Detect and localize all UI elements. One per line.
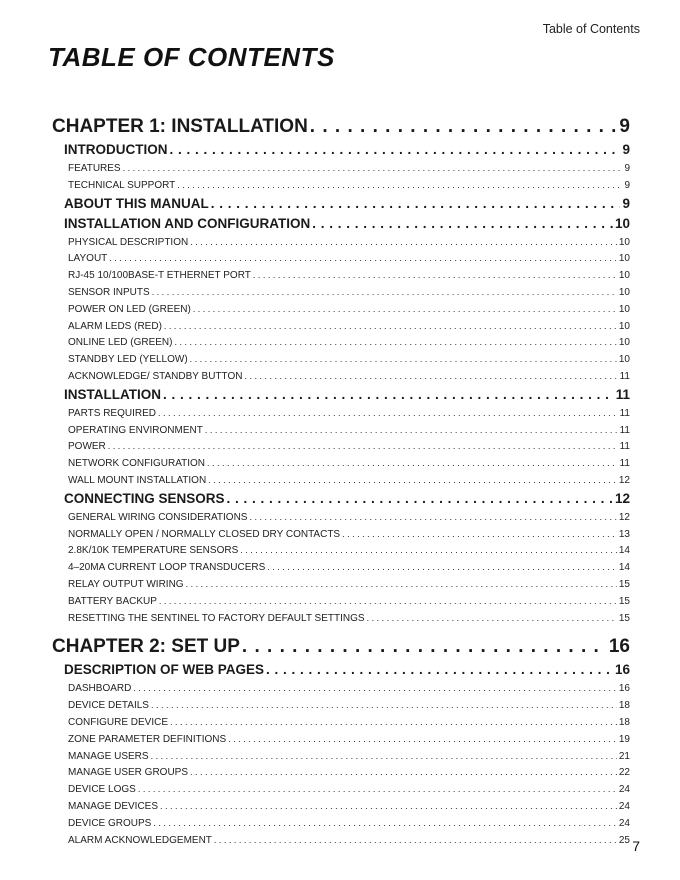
toc-entry[interactable] — [52, 385, 630, 405]
toc-dot-leader — [108, 438, 618, 455]
toc-dot-leader — [160, 798, 617, 815]
toc-entry-title: LAYOUT — [68, 253, 108, 265]
toc-entry-page: 12 — [614, 490, 630, 506]
toc-entry-title: ABOUT THIS MANUAL — [64, 195, 209, 211]
toc-dot-leader — [240, 542, 617, 559]
toc-dot-leader — [208, 472, 617, 489]
toc-dot-leader — [253, 267, 617, 284]
toc-entry-title: CONFIGURE DEVICE — [68, 716, 169, 728]
table-of-contents — [52, 112, 630, 848]
toc-entry[interactable] — [52, 318, 630, 335]
toc-dot-leader — [310, 114, 618, 140]
toc-entry-title: ACKNOWLEDGE/ STANDBY BUTTON — [68, 370, 243, 382]
toc-dot-leader — [193, 301, 617, 318]
toc-entry[interactable] — [52, 177, 630, 194]
toc-dot-leader — [205, 422, 618, 439]
toc-entry[interactable] — [52, 832, 630, 849]
toc-entry-title: INTRODUCTION — [64, 142, 168, 157]
toc-entry-title: SENSOR INPUTS — [68, 286, 150, 298]
toc-dot-leader — [151, 697, 617, 714]
toc-entry-title: DEVICE LOGS — [68, 784, 136, 796]
toc-entry-title: CHAPTER 2: SET UP — [52, 636, 240, 658]
toc-entry-page: 12 — [618, 511, 630, 523]
toc-entry-title: ALARM LEDS (RED) — [68, 320, 162, 332]
toc-entry[interactable] — [52, 815, 630, 832]
page-number: 7 — [632, 838, 640, 854]
toc-dot-leader — [123, 160, 623, 177]
toc-dot-leader — [159, 593, 617, 610]
toc-entry[interactable] — [52, 781, 630, 798]
toc-dot-leader — [242, 634, 607, 660]
toc-entry-page: 9 — [624, 179, 630, 191]
toc-entry-page: 9 — [622, 142, 630, 157]
toc-entry-page: 9 — [619, 116, 630, 137]
toc-entry-page: 21 — [618, 750, 630, 762]
toc-dot-leader — [158, 405, 618, 422]
toc-entry[interactable] — [52, 284, 630, 301]
toc-entry[interactable] — [52, 593, 630, 610]
toc-entry[interactable] — [52, 140, 630, 160]
toc-entry[interactable] — [52, 680, 630, 697]
toc-entry[interactable] — [52, 214, 630, 234]
toc-entry-page: 16 — [618, 683, 630, 695]
toc-entry[interactable] — [52, 301, 630, 318]
toc-entry[interactable] — [52, 234, 630, 251]
toc-entry-page: 11 — [619, 424, 630, 436]
toc-entry-page: 11 — [619, 458, 630, 470]
toc-entry[interactable] — [52, 559, 630, 576]
toc-dot-leader — [227, 489, 613, 509]
toc-entry-title: MANAGE USERS — [68, 750, 149, 762]
toc-dot-leader — [228, 731, 617, 748]
toc-dot-leader — [186, 576, 617, 593]
toc-entry-page: 13 — [618, 528, 630, 540]
toc-dot-leader — [214, 832, 617, 849]
toc-entry-title: POWER — [68, 441, 106, 453]
toc-entry[interactable] — [52, 748, 630, 765]
toc-entry-title: ZONE PARAMETER DEFINITIONS — [68, 733, 227, 745]
toc-entry[interactable] — [52, 405, 630, 422]
toc-entry[interactable] — [52, 267, 630, 284]
toc-entry[interactable] — [52, 334, 630, 351]
toc-dot-leader — [367, 610, 617, 627]
toc-entry[interactable] — [52, 714, 630, 731]
toc-entry[interactable] — [52, 634, 630, 660]
toc-entry-page: 11 — [619, 370, 630, 382]
toc-entry-title: BATTERY BACKUP — [68, 595, 157, 607]
toc-entry-page: 14 — [618, 545, 630, 557]
toc-entry-page: 24 — [618, 800, 630, 812]
toc-entry-title: INSTALLATION — [64, 386, 161, 402]
toc-entry[interactable] — [52, 250, 630, 267]
toc-dot-leader — [177, 177, 622, 194]
toc-dot-leader — [170, 714, 617, 731]
toc-entry-page: 16 — [614, 662, 630, 678]
toc-dot-leader — [267, 559, 617, 576]
toc-entry[interactable] — [52, 526, 630, 543]
toc-entry-page: 11 — [615, 386, 630, 402]
toc-entry[interactable] — [52, 576, 630, 593]
toc-entry-page: 25 — [618, 834, 630, 846]
toc-entry-title: DEVICE GROUPS — [68, 817, 152, 829]
toc-entry-page: 14 — [618, 562, 630, 574]
toc-dot-leader — [266, 660, 613, 680]
toc-entry[interactable] — [52, 697, 630, 714]
toc-entry-title: OPERATING ENVIRONMENT — [68, 424, 203, 436]
toc-dot-leader — [153, 815, 617, 832]
toc-entry-page: 18 — [618, 700, 630, 712]
toc-entry[interactable] — [52, 114, 630, 140]
toc-entry-title: CONNECTING SENSORS — [64, 490, 225, 506]
toc-entry-title: CHAPTER 1: INSTALLATION — [52, 116, 308, 137]
toc-entry-page: 9 — [622, 195, 630, 211]
toc-entry-title: ALARM ACKNOWLEDGEMENT — [68, 834, 212, 846]
toc-dot-leader — [244, 368, 617, 385]
running-head: Table of Contents — [542, 22, 640, 36]
toc-entry-title: TECHNICAL SUPPORT — [68, 179, 176, 191]
toc-dot-leader — [211, 194, 621, 214]
toc-entry[interactable] — [52, 764, 630, 781]
toc-entry-title: RELAY OUTPUT WIRING — [68, 578, 184, 590]
toc-entry-title: POWER ON LED (GREEN) — [68, 303, 191, 315]
toc-entry[interactable] — [52, 798, 630, 815]
toc-entry-title: GENERAL WIRING CONSIDERATIONS — [68, 511, 248, 523]
toc-entry-title: RJ-45 10/100BASE-T ETHERNET PORT — [68, 270, 251, 282]
toc-dot-leader — [170, 140, 621, 160]
toc-dot-leader — [164, 318, 617, 335]
toc-entry-title: PARTS REQUIRED — [68, 407, 156, 419]
toc-entry-page: 12 — [618, 474, 630, 486]
toc-entry-page: 18 — [618, 716, 630, 728]
toc-dot-leader — [342, 526, 617, 543]
toc-dot-leader — [190, 234, 617, 251]
toc-entry-title: 2.8K/10K TEMPERATURE SENSORS — [68, 545, 239, 557]
toc-dot-leader — [151, 748, 617, 765]
toc-entry[interactable] — [52, 660, 630, 680]
toc-entry-title: STANDBY LED (YELLOW) — [68, 354, 188, 366]
toc-dot-leader — [133, 680, 617, 697]
toc-entry[interactable] — [52, 368, 630, 385]
toc-dot-leader — [190, 351, 617, 368]
toc-entry[interactable] — [52, 422, 630, 439]
toc-entry[interactable] — [52, 509, 630, 526]
toc-entry-title: 4–20MA CURRENT LOOP TRANSDUCERS — [68, 562, 266, 574]
toc-entry-page: 10 — [614, 215, 630, 231]
toc-entry-page: 16 — [608, 636, 630, 658]
toc-entry-page: 15 — [618, 612, 630, 624]
toc-entry-page: 24 — [618, 784, 630, 796]
toc-entry-page: 19 — [618, 733, 630, 745]
toc-dot-leader — [138, 781, 617, 798]
toc-dot-leader — [152, 284, 617, 301]
toc-dot-leader — [109, 250, 617, 267]
toc-entry[interactable] — [52, 731, 630, 748]
toc-entry-page: 10 — [618, 303, 630, 315]
toc-entry-title: RESETTING THE SENTINEL TO FACTORY DEFAULT SETTINGS — [68, 612, 365, 624]
toc-entry[interactable] — [52, 160, 630, 177]
toc-dot-leader — [312, 214, 613, 234]
toc-entry-page: 10 — [618, 253, 630, 265]
toc-entry-page: 11 — [619, 441, 630, 453]
toc-entry-title: MANAGE DEVICES — [68, 800, 159, 812]
toc-entry-page: 22 — [618, 767, 630, 779]
toc-entry-page: 10 — [618, 236, 630, 248]
toc-entry-title: DASHBOARD — [68, 683, 132, 695]
toc-entry-title: FEATURES — [68, 163, 121, 174]
toc-entry[interactable] — [52, 351, 630, 368]
toc-entry-page: 15 — [618, 595, 630, 607]
toc-entry-title: ONLINE LED (GREEN) — [68, 337, 173, 349]
toc-entry[interactable] — [52, 472, 630, 489]
toc-entry[interactable] — [52, 438, 630, 455]
toc-entry[interactable] — [52, 610, 630, 627]
toc-entry[interactable] — [52, 542, 630, 559]
toc-entry-page: 10 — [618, 286, 630, 298]
toc-dot-leader — [249, 509, 616, 526]
toc-entry-title: INSTALLATION AND CONFIGURATION — [64, 215, 311, 231]
toc-entry-title: MANAGE USER GROUPS — [68, 767, 189, 779]
toc-dot-leader — [163, 385, 614, 405]
toc-entry[interactable] — [52, 194, 630, 214]
toc-entry-page: 10 — [618, 354, 630, 366]
toc-entry[interactable] — [52, 455, 630, 472]
toc-entry-page: 10 — [618, 270, 630, 282]
toc-dot-leader — [207, 455, 618, 472]
toc-entry-title: NETWORK CONFIGURATION — [68, 458, 206, 470]
toc-entry-title: DEVICE DETAILS — [68, 700, 149, 712]
toc-entry-title: PHYSICAL DESCRIPTION — [68, 236, 189, 248]
toc-entry-title: WALL MOUNT INSTALLATION — [68, 474, 207, 486]
toc-entry-page: 10 — [618, 337, 630, 349]
toc-entry[interactable] — [52, 489, 630, 509]
toc-entry-title: NORMALLY OPEN / NORMALLY CLOSED DRY CONTACTS — [68, 528, 341, 540]
toc-entry-page: 10 — [618, 320, 630, 332]
toc-entry-page: 15 — [618, 578, 630, 590]
toc-entry-page: 11 — [619, 407, 630, 419]
toc-dot-leader — [174, 334, 616, 351]
toc-entry-page: 24 — [618, 817, 630, 829]
page-title: TABLE OF CONTENTS — [48, 42, 335, 72]
toc-entry-page: 9 — [624, 163, 630, 174]
toc-entry-title: DESCRIPTION OF WEB PAGES — [64, 662, 265, 678]
toc-dot-leader — [190, 764, 617, 781]
